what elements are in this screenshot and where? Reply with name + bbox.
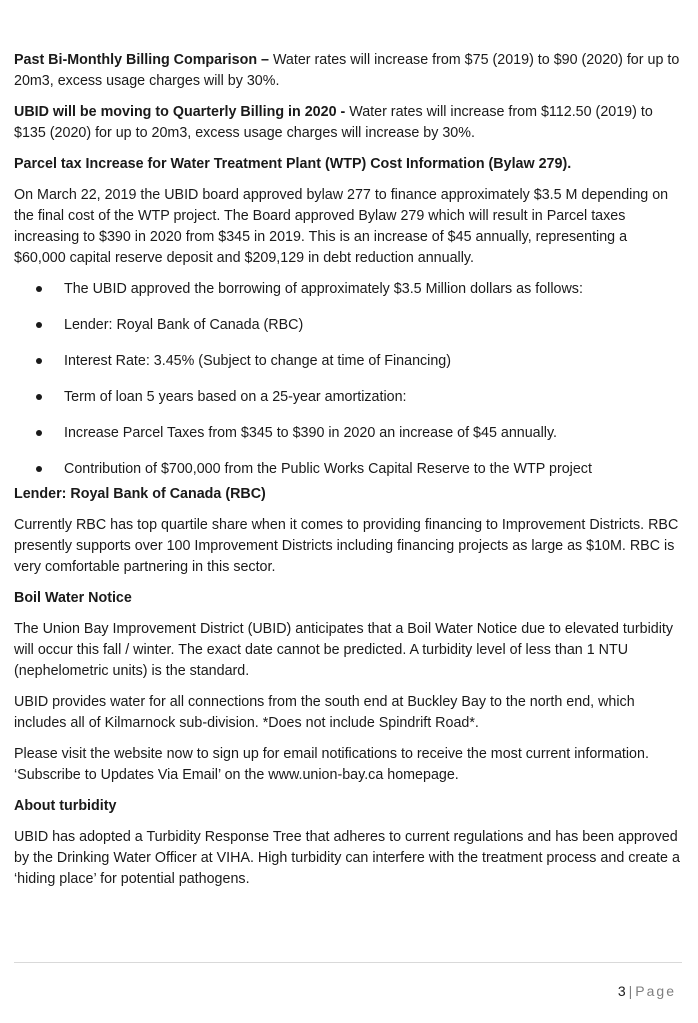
bullet-icon: [36, 358, 42, 364]
bimonthly-paragraph: [14, 50, 682, 92]
bullet-icon: [36, 286, 42, 292]
list-item: [14, 351, 682, 372]
list-item-text: Contribution of $700,000 from the Public Works Capital Reserve to the WTP project: [64, 461, 592, 477]
bullet-icon: [36, 322, 42, 328]
turbidity-paragraph: UBID has adopted a Turbidity Response Tree that adheres to current regulations and has been approved by the Drinking Water Officer at VIHA. High turbidity can interfere with the treatment process and create a ‘hiding place’ for potential pathogens.: [14, 829, 680, 887]
boil-water-heading: Boil Water Notice: [14, 590, 132, 606]
boil-water-paragraph-1: The Union Bay Improvement District (UBID) anticipates that a Boil Water Notice due to elevated turbidity will occur this fall / winter. The exact date cannot be predicted. A turbidity level of less than 1 NTU (nephelometric units) is the standard.: [14, 621, 673, 679]
bullet-icon: [36, 430, 42, 436]
list-item: [14, 459, 682, 480]
lender-paragraph: Currently RBC has top quartile share when it comes to providing financing to Improvement Districts. RBC presently supports over 100 Improvement Districts including financing projects as large as $10M. RBC is very comfortable partnering in this sector.: [14, 517, 679, 575]
parcel-tax-paragraph: On March 22, 2019 the UBID board approved bylaw 277 to finance approximately $3.5 M depending on the final cost of the WTP project. The Board approved Bylaw 279 which will result in Parcel taxes increasing to $390 in 2020 from $345 in 2019. This is an increase of $45 annually, representing a $60,000 capital reserve deposit and $209,129 in debt reduction annually.: [14, 187, 669, 266]
page-footer: [618, 983, 676, 999]
quarterly-paragraph: [14, 102, 682, 144]
quarterly-text: Water rates will increase from $112.50 (2019) to $135 (2020) for up to 20m3, excess usage charges will increase by 30%.: [14, 104, 653, 141]
page-label: Page: [635, 983, 676, 999]
list-item: [14, 279, 682, 300]
boil-water-paragraph-2: UBID provides water for all connections from the south end at Buckley Bay to the north end, which includes all of Kilmarnock sub-division. *Does not include Spindrift Road*.: [14, 694, 635, 731]
footer-divider: [14, 962, 682, 963]
bimonthly-text: Water rates will increase from $75 (2019) to $90 (2020) for up to 20m3, excess usage charges will by 30%.: [14, 52, 680, 89]
turbidity-heading: About turbidity: [14, 798, 117, 814]
list-item: [14, 315, 682, 336]
list-item: [14, 423, 682, 444]
list-item-text: Lender: Royal Bank of Canada (RBC): [64, 317, 304, 333]
quarterly-title: UBID will be moving to Quarterly Billing in 2020 -: [14, 104, 346, 120]
page-separator: |: [628, 983, 633, 999]
bullet-icon: [36, 394, 42, 400]
list-item: [14, 387, 682, 408]
bullet-icon: [36, 466, 42, 472]
bimonthly-title: Past Bi-Monthly Billing Comparison –: [14, 52, 269, 68]
lender-heading: Lender: Royal Bank of Canada (RBC): [14, 486, 266, 502]
list-item-text: Term of loan 5 years based on a 25-year amortization:: [64, 389, 407, 405]
boil-water-paragraph-3: Please visit the website now to sign up for email notifications to receive the most current information. ‘Subscribe to Updates Via Email’ on the www.union-bay.ca homepage.: [14, 746, 649, 783]
list-item-text: Increase Parcel Taxes from $345 to $390 in 2020 an increase of $45 annually.: [64, 425, 558, 441]
list-item-text: The UBID approved the borrowing of approximately $3.5 Million dollars as follows:: [64, 281, 583, 297]
list-item-text: Interest Rate: 3.45% (Subject to change at time of Financing): [64, 353, 452, 369]
borrowing-bullet-list: [14, 279, 682, 480]
page-number: 3: [617, 983, 626, 999]
parcel-tax-heading: Parcel tax Increase for Water Treatment Plant (WTP) Cost Information (Bylaw 279).: [14, 156, 572, 172]
document-page: [14, 50, 682, 900]
